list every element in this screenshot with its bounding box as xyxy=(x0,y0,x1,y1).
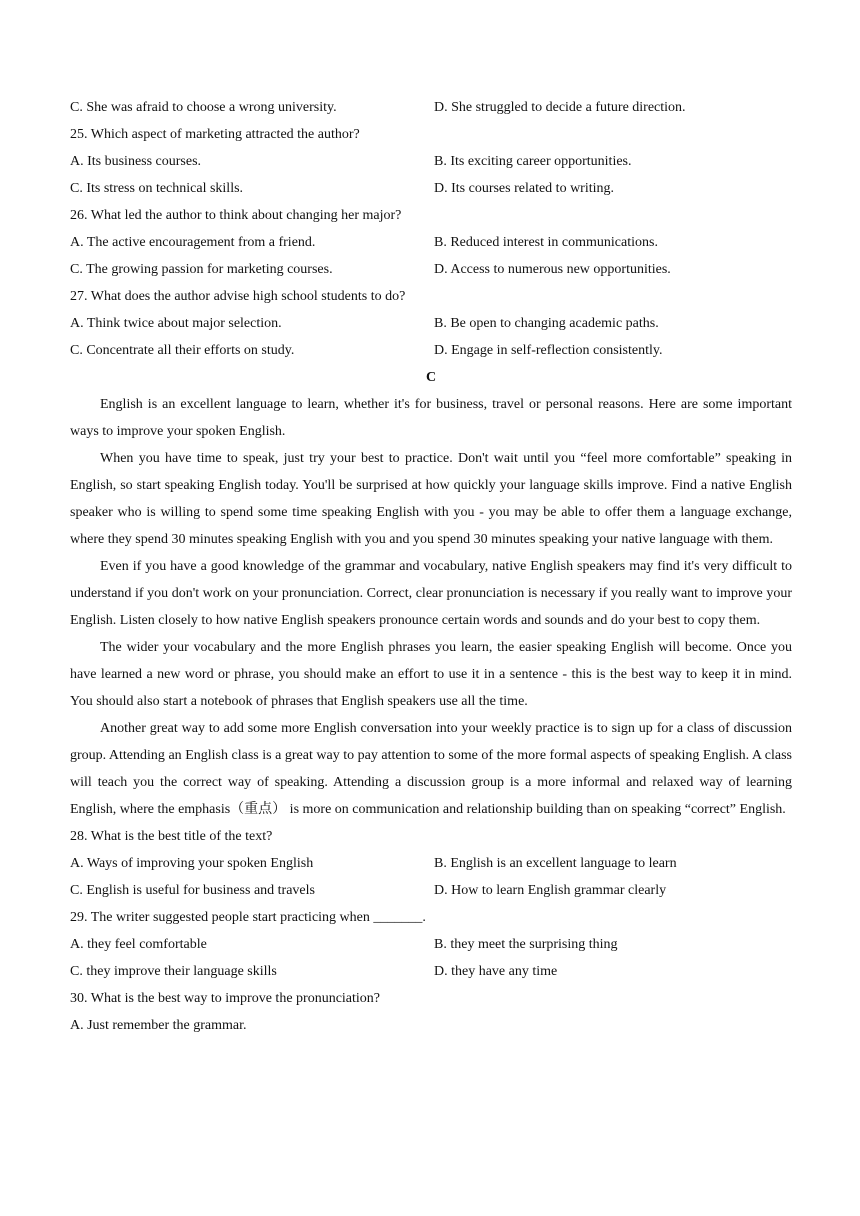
option-d: D. Its courses related to writing. xyxy=(434,181,615,196)
options-ab xyxy=(70,310,792,337)
option-c: C. English is useful for business and travels xyxy=(70,883,315,898)
passage-paragraph: English is an excellent language to learn, whether it's for business, travel or personal reasons. Here are some important ways to improve your spoken English. xyxy=(70,397,792,439)
option-a: A. Just remember the grammar. xyxy=(70,1018,247,1033)
options-ab xyxy=(70,850,792,877)
options-ab xyxy=(70,931,792,958)
question-stem: 28. What is the best title of the text? xyxy=(70,829,273,844)
option-b: B. Reduced interest in communications. xyxy=(434,235,658,250)
option-a: A. Ways of improving your spoken English xyxy=(70,856,314,871)
option-d: D. Engage in self-reflection consistently. xyxy=(434,343,663,358)
option-b: B. Its exciting career opportunities. xyxy=(434,154,632,169)
option-a: A. they feel comfortable xyxy=(70,937,207,952)
options-cd xyxy=(70,958,792,985)
option-c: C. they improve their language skills xyxy=(70,964,277,979)
option-a: A. Its business courses. xyxy=(70,154,202,169)
option-d: D. How to learn English grammar clearly xyxy=(434,883,667,898)
option-d: D. Access to numerous new opportunities. xyxy=(434,262,671,277)
passage-paragraph: When you have time to speak, just try your best to practice. Don't wait until you “feel more comfortable” speaking in English, so start speaking English today. You'll be surprised at how quickly your language skills improve. Find a native English speaker who is willing to spend some time speaking English with you - you may be able to offer them a language exchange, where they spend 30 minutes speaking English with you and you spend 30 minutes speaking your native language with them. xyxy=(70,451,792,547)
option-b: B. Be open to changing academic paths. xyxy=(434,316,659,331)
exam-page xyxy=(70,94,792,1039)
options-ab xyxy=(70,229,792,256)
passage-paragraph: Even if you have a good knowledge of the grammar and vocabulary, native English speakers may find it's very difficult to understand if you don't work on your pronunciation. Correct, clear pronunciation is necessary if you really want to improve your English. Listen closely to how native English speakers pronounce certain words and sounds and do your best to copy them. xyxy=(70,559,792,628)
options-cd xyxy=(70,337,792,364)
option-d: D. they have any time xyxy=(434,964,558,979)
options-cd xyxy=(70,175,792,202)
q24-options-cd xyxy=(70,94,792,121)
options-cd xyxy=(70,256,792,283)
option-a: A. Think twice about major selection. xyxy=(70,316,282,331)
question-stem: 27. What does the author advise high school students to do? xyxy=(70,289,406,304)
question-stem: 25. Which aspect of marketing attracted the author? xyxy=(70,127,360,142)
option-b: B. they meet the surprising thing xyxy=(434,937,618,952)
option-d: D. She struggled to decide a future direction. xyxy=(434,100,686,115)
option-c: C. Its stress on technical skills. xyxy=(70,181,244,196)
question-stem: 29. The writer suggested people start practicing when _______. xyxy=(70,910,426,925)
option-a: A. The active encouragement from a friend. xyxy=(70,235,316,250)
option-c: C. The growing passion for marketing courses. xyxy=(70,262,333,277)
passage-paragraph: The wider your vocabulary and the more English phrases you learn, the easier speaking English will become. Once you have learned a new word or phrase, you should make an effort to use it in a sentence - this is the best way to keep it in mind. You should also start a notebook of phrases that English speakers use all the time. xyxy=(70,640,792,709)
passage-paragraph: Another great way to add some more English conversation into your weekly practice is to sign up for a class of discussion group. Attending an English class is a great way to pay attention to some of the more formal aspects of speaking English. A class will teach you the correct way of speaking. Attending a discussion group is a more informal and relaxed way of learning English, where the emphasis（重点） is more on communication and relationship building than on speaking “correct” English. xyxy=(70,721,792,817)
section-heading: C xyxy=(425,370,437,385)
option-c: C. She was afraid to choose a wrong university. xyxy=(70,100,337,115)
options-ab xyxy=(70,148,792,175)
question-stem: 26. What led the author to think about changing her major? xyxy=(70,208,402,223)
options-cd xyxy=(70,877,792,904)
option-c: C. Concentrate all their efforts on study. xyxy=(70,343,295,358)
option-b: B. English is an excellent language to learn xyxy=(434,856,677,871)
question-stem: 30. What is the best way to improve the pronunciation? xyxy=(70,991,381,1006)
